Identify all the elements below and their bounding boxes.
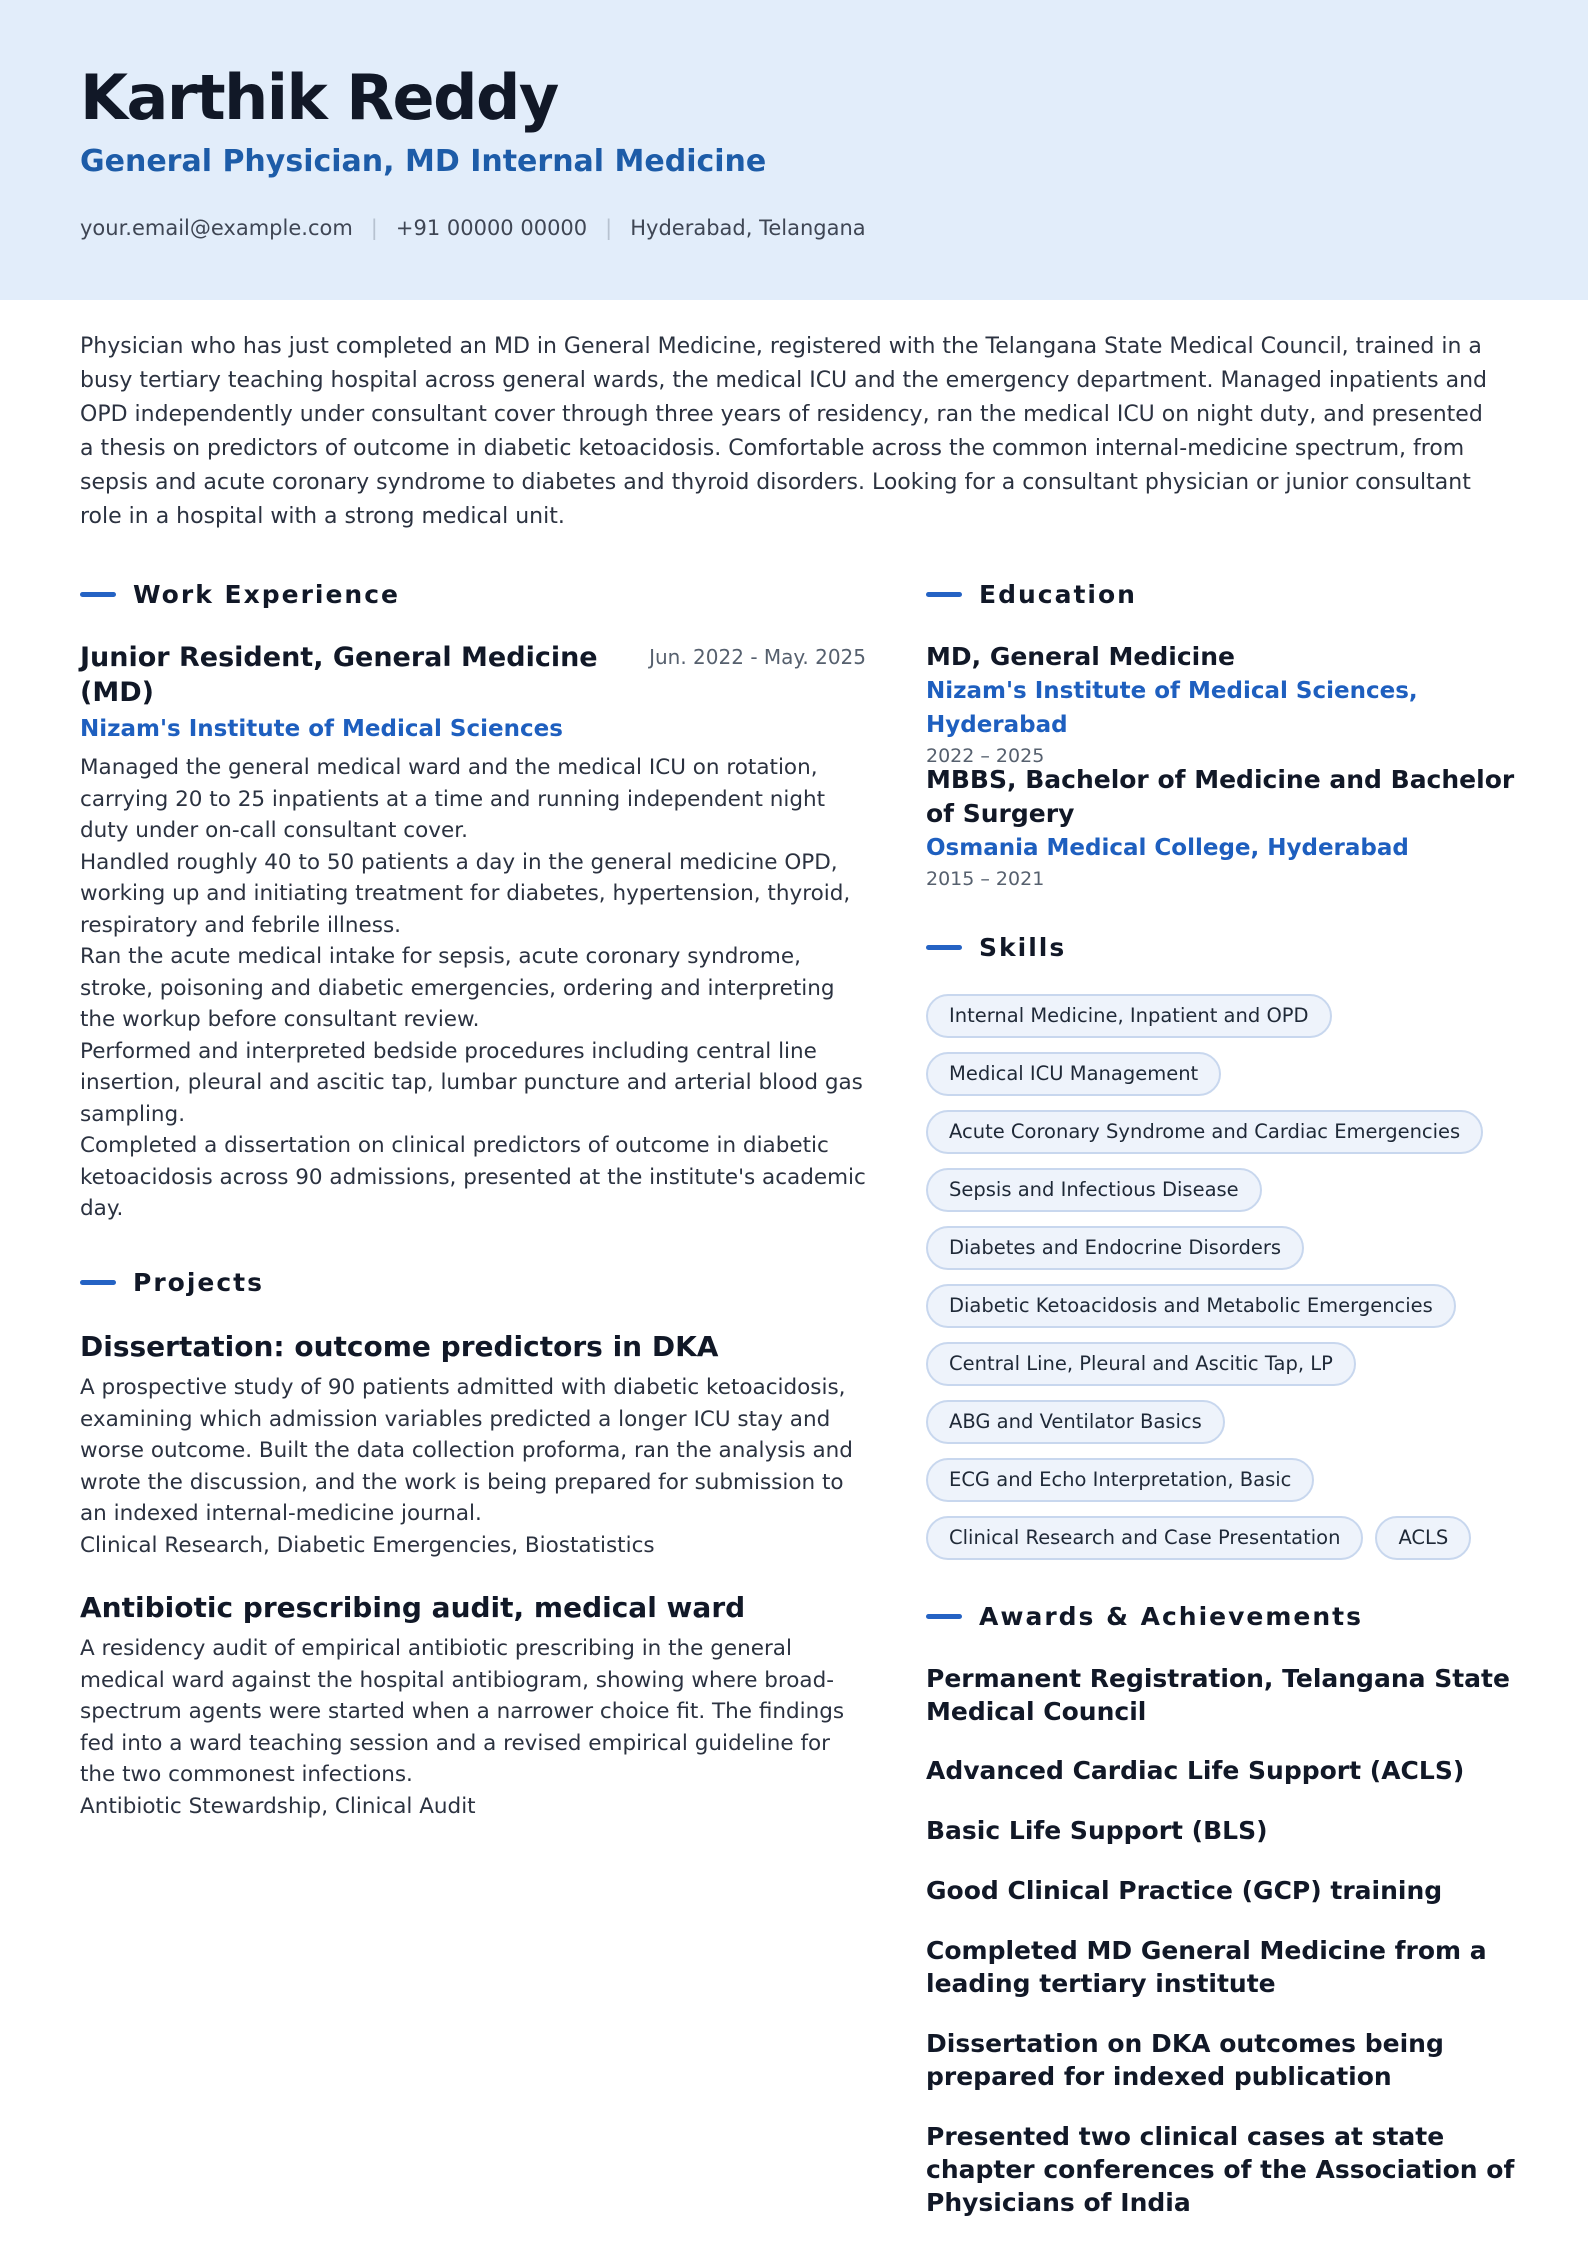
candidate-title: General Physician, MD Internal Medicine — [80, 144, 767, 179]
skill-chip: ECG and Echo Interpretation, Basic — [926, 1458, 1314, 1502]
education-dates: 2015 – 2021 — [926, 868, 1045, 890]
heading-accent-bar — [926, 945, 962, 950]
contact-separator: | — [370, 216, 378, 240]
award-item: Presented two clinical cases at state chapter conferences of the Association of Physicians of India — [926, 2122, 1515, 2217]
skill-chip: ACLS — [1375, 1516, 1471, 1560]
skills-list — [926, 994, 1516, 1560]
professional-summary: Physician who has just completed an MD in General Medicine, registered with the Telangana State Medical Council, trained in a busy tertiary teaching hospital across general wards, the medical ICU and the emergency department. Managed inpatients and OPD independently under consultant cover through three years of residency, ran the medical ICU on night duty, and presented a thesis on predictors of outcome in diabetic ketoacidosis. Comfortable across the common internal-medicine spectrum, from sepsis and acute coronary syndrome to diabetes and thyroid disorders. Looking for a consultant physician or junior consultant role in a hospital with a strong medical unit. — [80, 334, 1488, 529]
contact-line — [80, 212, 866, 244]
job-responsibilities — [80, 752, 866, 1225]
section-heading-work — [80, 580, 400, 609]
responsibility-item: Completed a dissertation on clinical predictors of outcome in diabetic ketoacidosis across 90 admissions, presented at the institute's academic day. — [80, 1133, 866, 1221]
contact-email[interactable]: your.email@example.com — [80, 216, 353, 240]
section-heading-awards — [926, 1602, 1363, 1631]
section-heading-label: Projects — [133, 1268, 265, 1297]
skill-chip: Clinical Research and Case Presentation — [926, 1516, 1363, 1560]
award-item: Completed MD General Medicine from a leading tertiary institute — [926, 1936, 1487, 1998]
candidate-name: Karthik Reddy — [80, 61, 558, 134]
skill-chip: Sepsis and Infectious Disease — [926, 1168, 1262, 1212]
education-entry — [926, 640, 1516, 770]
project-description: A prospective study of 90 patients admitted with diabetic ketoacidosis, examining which admission variables predicted a longer ICU stay and worse outcome. Built the data collection proforma, ran the analysis and wrote the discussion, and the work is being prepared for submission to an indexed internal-medicine journal. — [80, 1375, 853, 1526]
education-entry — [926, 763, 1516, 893]
award-item: Basic Life Support (BLS) — [926, 1816, 1268, 1845]
job-title: Junior Resident, General Medicine (MD) — [80, 642, 598, 708]
heading-accent-bar — [926, 1614, 962, 1619]
skill-chip: Medical ICU Management — [926, 1052, 1221, 1096]
contact-location: Hyderabad, Telangana — [630, 216, 866, 240]
education-school: Osmania Medical College, Hyderabad — [926, 835, 1409, 861]
responsibility-item: Handled roughly 40 to 50 patients a day in the general medicine OPD, working up and initiating treatment for diabetes, hypertension, thyroid, respiratory and febrile illness. — [80, 849, 851, 938]
education-degree: MBBS, Bachelor of Medicine and Bachelor of Surgery — [926, 765, 1515, 828]
responsibility-item: Performed and interpreted bedside procedures including central line insertion, pleural and ascitic tap, lumbar puncture and arterial blood gas sampling. — [80, 1038, 863, 1127]
education-dates: 2022 – 2025 — [926, 745, 1045, 767]
award-item: Permanent Registration, Telangana State Medical Council — [926, 1664, 1510, 1726]
skill-chip: Acute Coronary Syndrome and Cardiac Emergencies — [926, 1110, 1483, 1154]
responsibility-item: Ran the acute medical intake for sepsis, acute coronary syndrome, stroke, poisoning and diabetic emergencies, ordering and interpreting the workup before consultant review. — [80, 944, 835, 1032]
section-heading-skills — [926, 933, 1066, 962]
heading-accent-bar — [926, 592, 962, 597]
award-item: Dissertation on DKA outcomes being prepared for indexed publication — [926, 2029, 1444, 2091]
project-title: Dissertation: outcome predictors in DKA — [80, 1330, 719, 1363]
skill-chip: Diabetes and Endocrine Disorders — [926, 1226, 1304, 1270]
project-entry — [80, 1589, 870, 1822]
education-school: Nizam's Institute of Medical Sciences, Hyderabad — [926, 678, 1418, 738]
project-title: Antibiotic prescribing audit, medical ward — [80, 1591, 746, 1624]
project-tags: Clinical Research, Diabetic Emergencies, Biostatistics — [80, 1532, 655, 1558]
section-heading-education — [926, 580, 1137, 609]
resume-header — [0, 0, 1588, 300]
section-heading-label: Work Experience — [133, 580, 400, 609]
education-degree: MD, General Medicine — [926, 642, 1235, 671]
contact-phone[interactable]: +91 00000 00000 — [395, 216, 588, 240]
project-entry — [80, 1328, 870, 1561]
project-tags: Antibiotic Stewardship, Clinical Audit — [80, 1793, 476, 1819]
heading-accent-bar — [80, 592, 116, 597]
work-entry — [80, 640, 866, 1225]
skill-chip: Diabetic Ketoacidosis and Metabolic Emergencies — [926, 1284, 1456, 1328]
section-heading-projects — [80, 1268, 264, 1297]
heading-accent-bar — [80, 1280, 116, 1285]
skill-chip: Central Line, Pleural and Ascitic Tap, LP — [926, 1342, 1356, 1386]
skill-chip: Internal Medicine, Inpatient and OPD — [926, 994, 1332, 1038]
section-heading-label: Skills — [979, 933, 1067, 962]
section-heading-label: Education — [979, 580, 1137, 609]
award-item: Good Clinical Practice (GCP) training — [926, 1876, 1443, 1905]
project-description: A residency audit of empirical antibiotic prescribing in the general medical ward against the hospital antibiogram, showing where broad-spectrum agents were started when a narrower choice fit. The findings fed into a ward teaching session and a revised empirical guideline for the two commonest infections. — [80, 1636, 845, 1787]
section-heading-label: Awards & Achievements — [979, 1602, 1364, 1631]
contact-separator: | — [605, 216, 613, 240]
skill-chip: ABG and Ventilator Basics — [926, 1400, 1225, 1444]
responsibility-item: Managed the general medical ward and the medical ICU on rotation, carrying 20 to 25 inpatients at a time and running independent night duty under on-call consultant cover. — [80, 755, 826, 843]
job-organization: Nizam's Institute of Medical Sciences — [80, 716, 563, 742]
job-dates: Jun. 2022 - May. 2025 — [649, 645, 866, 669]
award-item: Advanced Cardiac Life Support (ACLS) — [926, 1756, 1465, 1785]
